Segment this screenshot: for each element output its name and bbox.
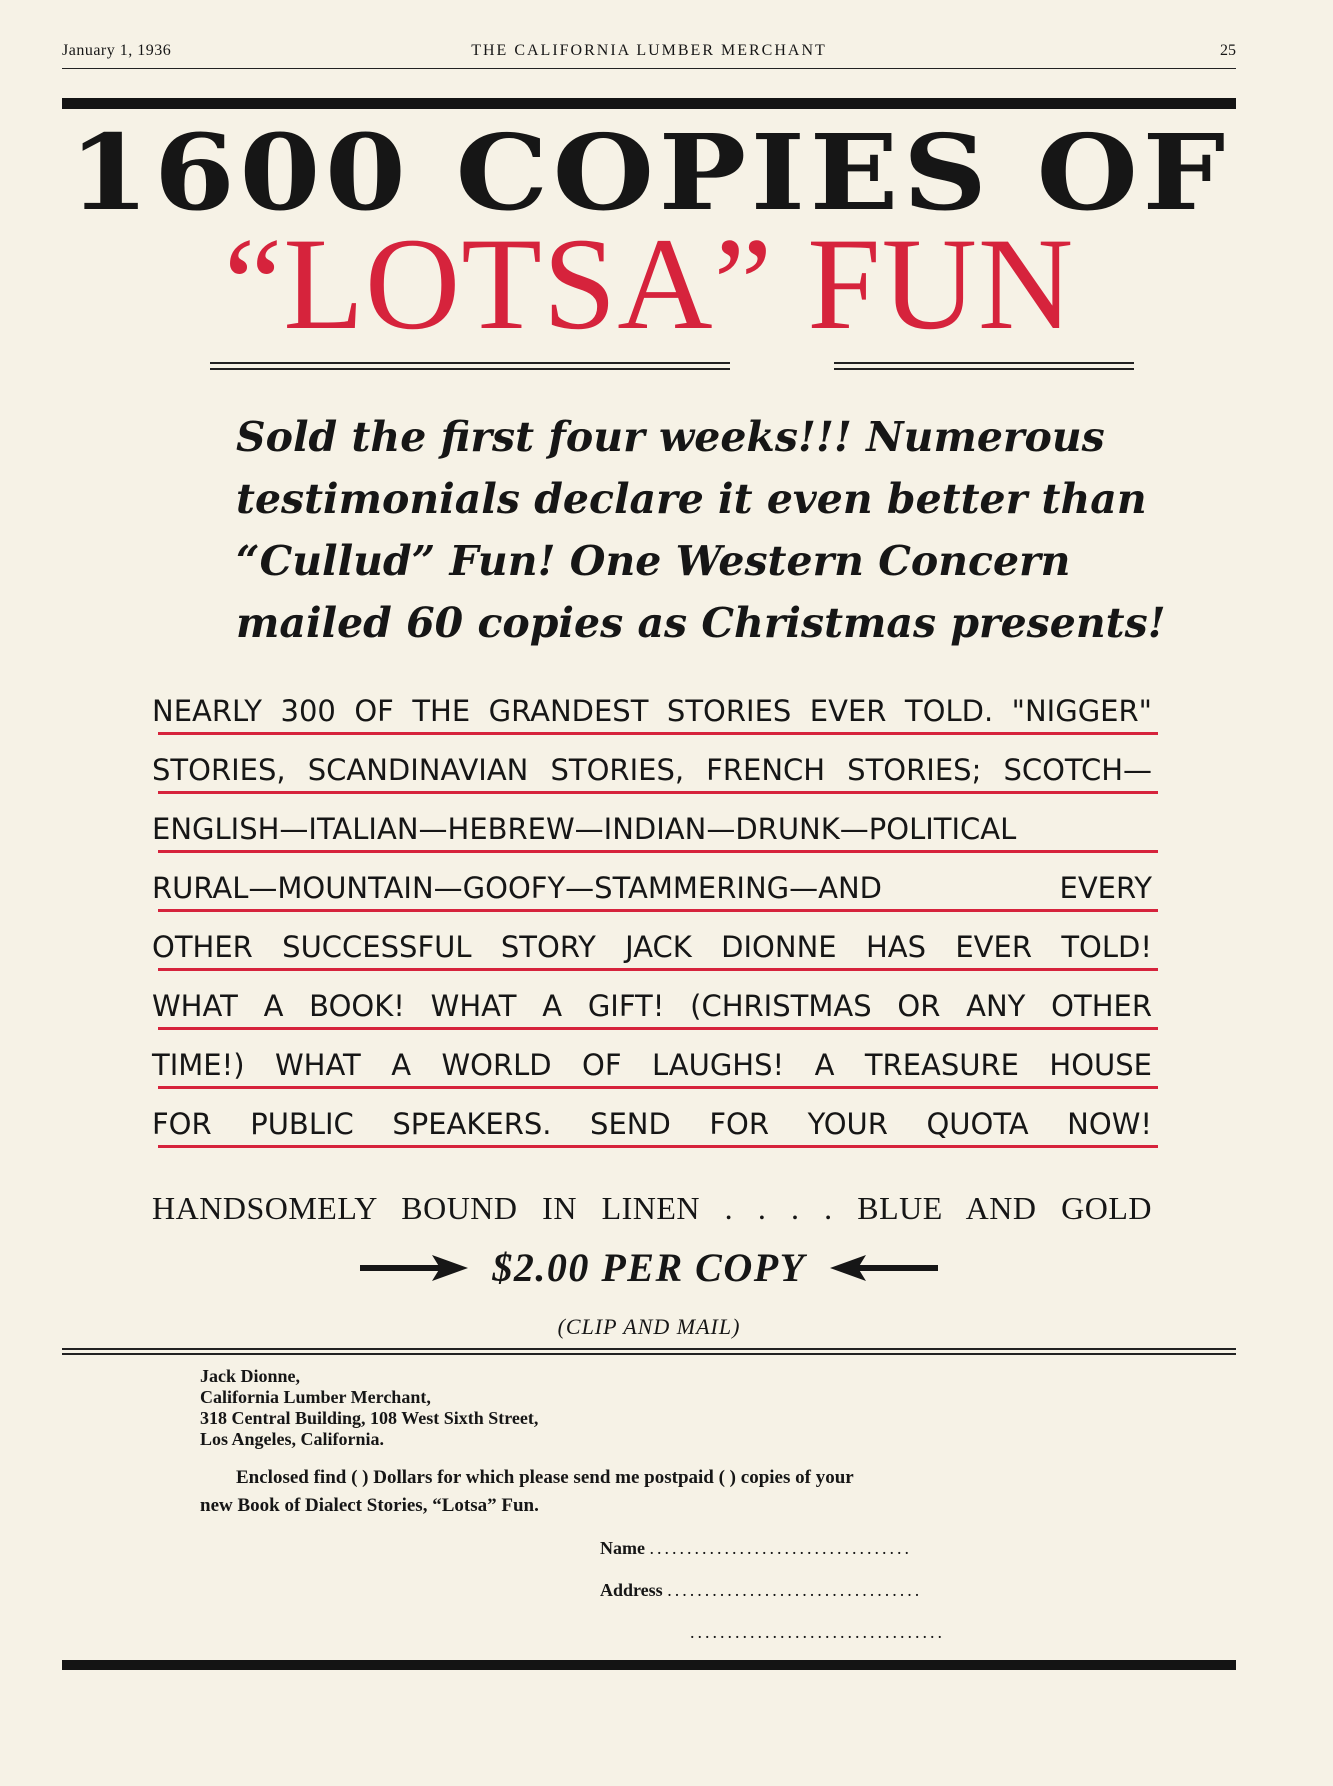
body-line: RURAL—MOUNTAIN—GOOFY—STAMMERING—AND EVERY [152, 869, 1152, 928]
page-number: 25 [1220, 42, 1236, 59]
intro-paragraph [236, 406, 1166, 654]
headline-rule-left [210, 362, 730, 370]
headline-lotsa-fun: “LOTSA” FUN [223, 210, 1075, 357]
bottom-thick-rule [62, 1660, 1236, 1670]
name-dots: ................................... [649, 1538, 912, 1558]
publication-title: THE CALIFORNIA LUMBER MERCHANT [471, 42, 827, 59]
address-line: California Lumber Merchant, [200, 1387, 431, 1407]
body-line: TIME!) WHAT A WORLD OF LAUGHS! A TREASURE HOUSE [152, 1046, 1152, 1105]
address-extra-dots: .................................. [690, 1622, 945, 1642]
price-label: $2.00 PER COPY [492, 1245, 806, 1290]
clip-and-mail-note: (CLIP AND MAIL) [557, 1314, 741, 1339]
intro-line: testimonials declare it even better than [236, 475, 1147, 523]
intro-line: mailed 60 copies as Christmas presents! [236, 599, 1166, 647]
binding-description: HANDSOMELY BOUND IN LINEN . . . . BLUE AND GOLD [152, 1190, 1152, 1226]
order-form-text [200, 1464, 1100, 1520]
body-line: NEARLY 300 OF THE GRANDEST STORIES EVER TOLD. "NIGGER" [152, 692, 1152, 751]
running-head [62, 42, 1236, 69]
body-copy [152, 692, 1152, 1164]
arrow-left-icon [828, 1253, 938, 1283]
body-line: ENGLISH—ITALIAN—HEBREW—INDIAN—DRUNK—POLITICAL [152, 810, 1152, 869]
top-thick-rule [62, 98, 1236, 109]
address-line: 318 Central Building, 108 West Sixth Street, [200, 1408, 539, 1428]
body-line: STORIES, SCANDINAVIAN STORIES, FRENCH STORIES; SCOTCH— [152, 751, 1152, 810]
intro-line: “Cullud” Fun! One Western Concern [236, 537, 1071, 585]
name-label: Name [600, 1538, 645, 1558]
address-extra-field[interactable] [690, 1622, 1100, 1643]
price-row [62, 1244, 1236, 1294]
arrow-right-icon [360, 1253, 470, 1283]
body-line: OTHER SUCCESSFUL STORY JACK DIONNE HAS EVER TOLD! [152, 928, 1152, 987]
issue-date: January 1, 1936 [62, 42, 172, 59]
order-line: Enclosed find ( ) Dollars for which please send me postpaid ( ) copies of your [236, 1467, 854, 1488]
address-label: Address [600, 1580, 663, 1600]
order-line: new Book of Dialect Stories, “Lotsa” Fun. [200, 1495, 539, 1516]
intro-line: Sold the first four weeks!!! Numerous [236, 413, 1105, 461]
address-line: Jack Dionne, [200, 1366, 301, 1386]
address-dots: .................................. [667, 1580, 923, 1600]
headline-copies: 1600 COPIES OF [68, 111, 1230, 234]
name-field[interactable] [600, 1538, 1100, 1559]
coupon-rule [62, 1348, 1236, 1355]
address-field[interactable] [600, 1580, 1100, 1601]
address-line: Los Angeles, California. [200, 1429, 385, 1449]
coupon-address [200, 1366, 1100, 1450]
headline-rule-right [834, 362, 1134, 370]
body-line: FOR PUBLIC SPEAKERS. SEND FOR YOUR QUOTA NOW! [152, 1105, 1152, 1164]
body-line: WHAT A BOOK! WHAT A GIFT! (CHRISTMAS OR ANY OTHER [152, 987, 1152, 1046]
